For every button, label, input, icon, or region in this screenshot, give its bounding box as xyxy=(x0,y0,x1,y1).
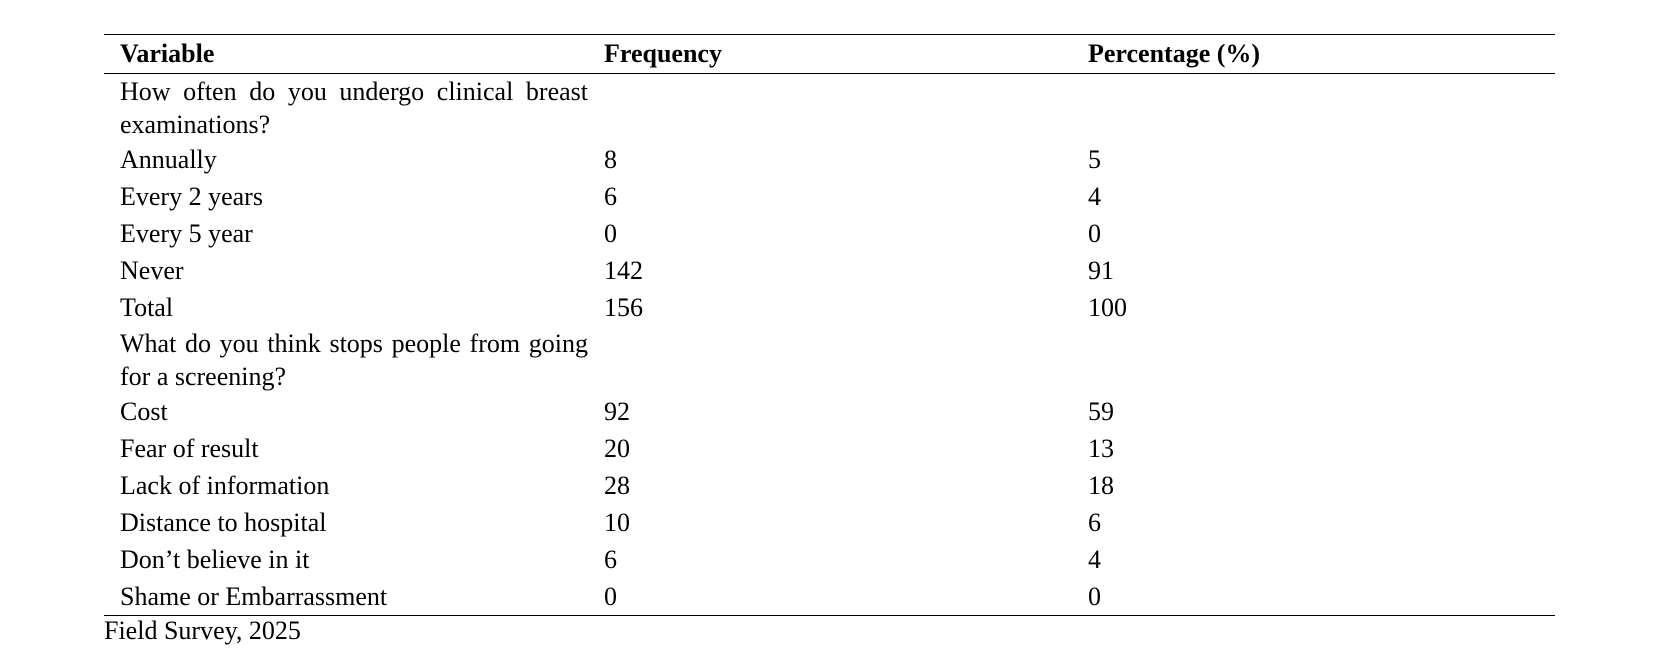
table-row xyxy=(104,430,1555,467)
table-row xyxy=(104,215,1555,252)
header-variable: Variable xyxy=(104,35,588,74)
percentage-cell: 0 xyxy=(1072,578,1555,616)
percentage-cell: 18 xyxy=(1088,471,1114,500)
table-row xyxy=(104,541,1555,578)
frequency-cell: 8 xyxy=(604,145,617,174)
frequency-cell: 10 xyxy=(604,508,630,537)
variable-cell: Don’t believe in it xyxy=(120,545,310,574)
frequency-cell: 156 xyxy=(604,293,643,322)
frequency-cell: 142 xyxy=(604,256,643,285)
variable-cell: Every 2 years xyxy=(120,182,263,211)
frequency-cell: 0 xyxy=(588,578,1072,616)
question-row xyxy=(104,326,1555,393)
table-row xyxy=(104,289,1555,326)
table-row xyxy=(104,141,1555,178)
question-row xyxy=(104,74,1555,142)
table-row xyxy=(104,178,1555,215)
percentage-cell: 4 xyxy=(1088,545,1101,574)
frequency-cell: 20 xyxy=(604,434,630,463)
percentage-cell: 100 xyxy=(1088,293,1127,322)
variable-cell: Total xyxy=(120,293,174,322)
question-text: What do you think stops people from going for a screening? xyxy=(120,329,588,391)
question-text: How often do you undergo clinical breast examinations? xyxy=(120,77,588,139)
frequency-cell: 28 xyxy=(604,471,630,500)
variable-cell: Every 5 year xyxy=(120,219,253,248)
header-row xyxy=(104,35,1555,74)
frequency-cell xyxy=(588,326,1072,393)
percentage-cell: 0 xyxy=(1088,219,1101,248)
table-row xyxy=(104,393,1555,430)
survey-table xyxy=(104,34,1555,616)
table-body xyxy=(104,74,1555,616)
percentage-cell: 13 xyxy=(1088,434,1114,463)
variable-cell: Cost xyxy=(120,397,168,426)
table-row xyxy=(104,252,1555,289)
table-row xyxy=(104,504,1555,541)
table-row xyxy=(104,467,1555,504)
variable-cell: Lack of information xyxy=(120,471,330,500)
variable-cell: Shame or Embarrassment xyxy=(104,578,588,616)
frequency-cell xyxy=(588,74,1072,142)
frequency-cell: 6 xyxy=(604,182,617,211)
survey-table-container xyxy=(104,34,1555,616)
variable-cell: Fear of result xyxy=(120,434,259,463)
variable-cell: Distance to hospital xyxy=(120,508,327,537)
frequency-cell: 6 xyxy=(604,545,617,574)
percentage-cell: 59 xyxy=(1088,397,1114,426)
percentage-cell: 4 xyxy=(1088,182,1101,211)
table-header xyxy=(104,35,1555,74)
percentage-cell: 5 xyxy=(1088,145,1101,174)
table-row xyxy=(104,578,1555,616)
variable-cell: Annually xyxy=(120,145,217,174)
percentage-cell: 6 xyxy=(1088,508,1101,537)
table-source-note: Field Survey, 2025 xyxy=(104,616,301,645)
percentage-cell: 91 xyxy=(1088,256,1114,285)
header-percentage: Percentage (%) xyxy=(1072,35,1555,74)
frequency-cell: 0 xyxy=(604,219,617,248)
percentage-cell xyxy=(1072,326,1555,393)
frequency-cell: 92 xyxy=(604,397,630,426)
percentage-cell xyxy=(1072,74,1555,142)
header-frequency: Frequency xyxy=(588,35,1072,74)
variable-cell: Never xyxy=(120,256,184,285)
